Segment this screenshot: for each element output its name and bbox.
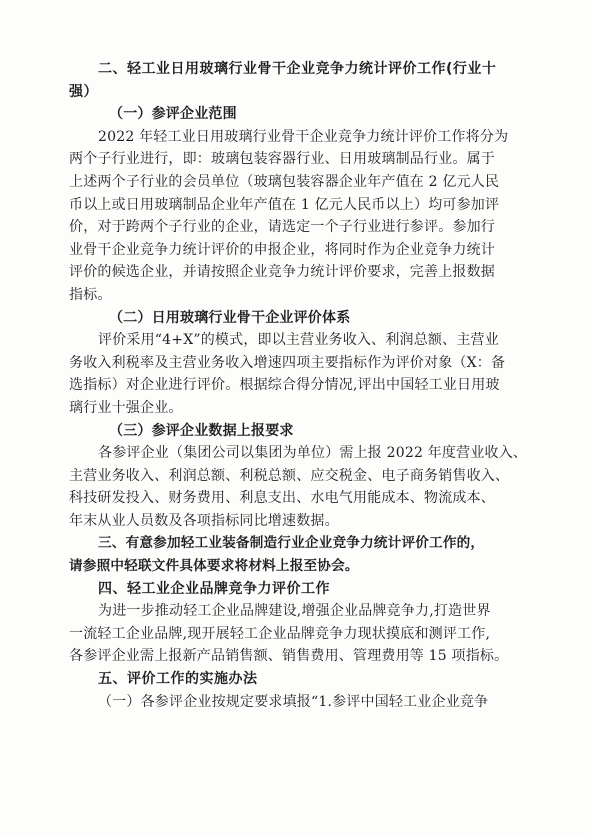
paragraph-line: 科技研发投入、财务费用、利息支出、水电气用能成本、物流成本、: [69, 490, 495, 507]
paragraph-line: 一流轻工企业品牌,现开展轻工企业品牌竞争力现状摸底和测评工作,: [69, 625, 491, 642]
paragraph-line: 璃行业十强企业。: [69, 399, 183, 416]
paragraph-line: 2022 年轻工业日用玻璃行业骨干企业竞争力统计评价工作将分为: [98, 128, 509, 145]
section-five-heading: 五、评价工作的实施办法: [98, 671, 258, 688]
paragraph-line: 业骨干企业竞争力统计评价的申报企业，将同时作为企业竞争力统计: [69, 241, 495, 258]
paragraph-line: 评价采用“4+X”的模式，即以主营业务收入、利润总额、主营业: [98, 332, 499, 349]
paragraph-line: 务收入利税率及主营业务收入增速四项主要指标作为评价对象（X：备: [69, 354, 506, 371]
subsection-evaluation-system-heading: （二）日用玻璃行业骨干企业评价体系: [109, 309, 351, 326]
paragraph-line: 上述两个子行业的会员单位（玻璃包装容器企业年产值在 2 亿元人民: [69, 173, 500, 190]
document-body: [69, 58, 529, 713]
paragraph-line: 币以上或日用玻璃制品企业年产值在 1 亿元人民币以上）均可参加评: [69, 196, 500, 213]
paragraph-line: 评价的候选企业，并请按照企业竞争力统计评价要求，完善上报数据: [69, 264, 495, 281]
paragraph-line: 各参评企业需上报新产品销售额、销售费用、管理费用等 15 项指标。: [69, 648, 509, 665]
section-three-line1: 三、有意参加轻工业装备制造行业企业竞争力统计评价工作的，: [98, 535, 485, 552]
paragraph-line: 价，对于跨两个子行业的企业，请选定一个子行业进行参评。参加行: [69, 219, 495, 236]
paragraph-line: 指标。: [69, 286, 112, 303]
subsection-scope-heading: （一）参评企业范围: [109, 106, 237, 123]
section-three-line2: 请参照中轻联文件具体要求将材料上报至协会。: [69, 558, 359, 575]
paragraph-line: 为进一步推动轻工企业品牌建设,增强企业品牌竞争力,打造世界: [98, 603, 491, 620]
paragraph-line: 选指标）对企业进行评价。根据综合得分情况,评出中国轻工业日用玻: [69, 377, 500, 394]
section-four-heading: 四、轻工业企业品牌竞争力评价工作: [98, 580, 330, 597]
paragraph-line: （一）各参评企业按规定要求填报“1.参评中国轻工业企业竞争: [98, 693, 489, 710]
paragraph-line: 各参评企业（集团公司以集团为单位）需上报 2022 年度营业收入、: [98, 445, 528, 462]
paragraph-line: 主营业务收入、利润总额、利税总额、应交税金、电子商务销售收入、: [69, 467, 510, 484]
paragraph-line: 两个子行业进行，即：玻璃包装容器行业、日用玻璃制品行业。属于: [69, 151, 495, 168]
paragraph-line: 年末从业人员数及各项指标同比增速数据。: [69, 512, 339, 529]
section-two-heading-line1: 二、轻工业日用玻璃行业骨干企业竞争力统计评价工作(行业十: [98, 61, 497, 77]
section-two-heading-line2: 强）: [69, 83, 98, 100]
subsection-data-requirements-heading: （三）参评企业数据上报要求: [109, 422, 294, 439]
